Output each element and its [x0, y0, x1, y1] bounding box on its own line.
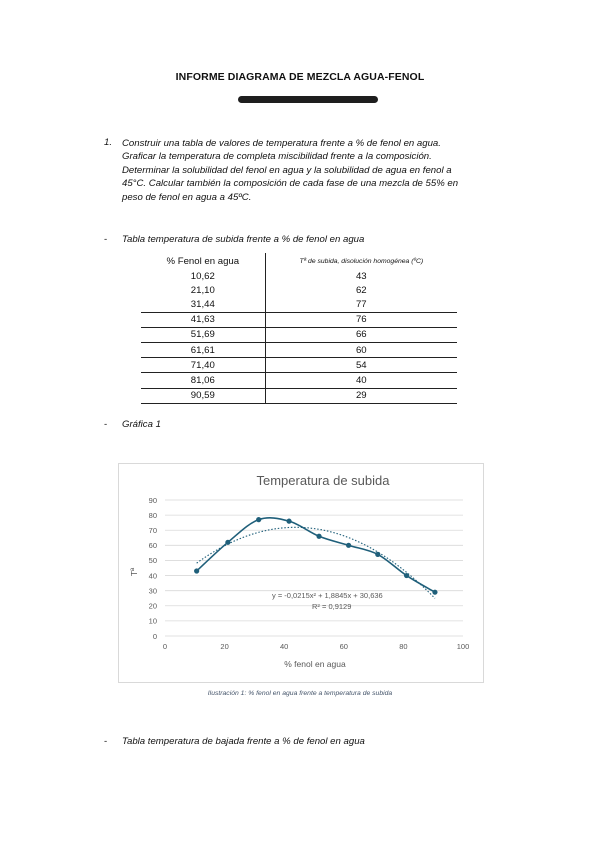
question-line: peso de fenol en agua a 45ºC.	[122, 191, 252, 203]
x-tick-label: 40	[280, 642, 289, 651]
temperature-chart	[119, 464, 483, 682]
y-tick-label: 90	[148, 495, 157, 505]
table-cell: 66	[265, 327, 457, 342]
table-row	[141, 358, 457, 373]
trendline-equation: y = -0,0215x² + 1,8845x + 30,636	[272, 591, 383, 600]
data-point	[225, 540, 230, 545]
y-tick-label: 10	[148, 616, 157, 626]
bullet-dash: -	[104, 736, 108, 747]
table-row	[141, 373, 457, 388]
table-header-temperature: Tª de subida, disolución homogénea (ºC)	[299, 257, 424, 265]
table-cell: 62	[355, 284, 367, 296]
document-title: INFORME DIAGRAMA DE MEZCLA AGUA-FENOL	[175, 71, 425, 83]
question-line: Graficar la temperatura de completa miscibilidad frente a la composición.	[122, 151, 432, 163]
bullet-table-bajada: Tabla temperatura de bajada frente a % de fenol en agua	[122, 736, 365, 747]
table-cell: 41,63	[141, 312, 265, 327]
table-cell: 61,61	[141, 342, 265, 357]
table-cell: 10,62	[141, 269, 265, 283]
y-tick-label: 20	[148, 601, 157, 611]
question-line: 45°C. Calcular también la composición de cada fase de una mezcla de 55% en	[122, 178, 459, 190]
y-tick-label: 80	[148, 510, 157, 520]
table-cell: 60	[265, 342, 457, 357]
table-cell: 54	[265, 358, 457, 373]
chart-series	[194, 517, 438, 595]
table-cell: 76	[265, 312, 457, 327]
x-tick-label: 0	[162, 642, 168, 651]
y-tick-label: 40	[148, 571, 157, 581]
table-cell: 51,69	[141, 327, 265, 342]
table-row	[141, 327, 457, 342]
bullet-dash: -	[104, 419, 108, 430]
title-underline-bar	[238, 96, 378, 103]
table-cell: 29	[265, 388, 457, 403]
figure-caption: Ilustración 1: % fenol en agua frente a temperatura de subida	[207, 690, 393, 697]
series-line	[197, 518, 435, 592]
chart-x-axis-label: % fenol en agua	[284, 659, 346, 669]
chart-grid	[165, 500, 463, 636]
table-header-row	[141, 253, 457, 269]
table-cell: 21,10	[141, 283, 265, 297]
chart-y-axis-label: Tª	[129, 567, 139, 577]
table-row	[141, 297, 457, 312]
question-line: Determinar la solubilidad del fenol en agua y la solubilidad de agua en fenol a	[122, 164, 452, 176]
temperature-table	[141, 253, 457, 404]
table-row	[141, 388, 457, 403]
y-tick-label: 0	[152, 631, 157, 641]
table-cell: 43	[355, 270, 367, 282]
y-tick-label: 60	[148, 541, 157, 551]
data-point	[256, 517, 261, 522]
question-number: 1.	[104, 137, 113, 148]
table-cell: 77	[355, 298, 367, 310]
table-header-phenol: % Fenol en agua	[141, 253, 265, 269]
x-tick-label: 80	[399, 642, 408, 651]
table-row	[141, 342, 457, 357]
data-point	[404, 573, 409, 578]
bullet-table-subida: Tabla temperatura de subida frente a % de fenol en agua	[122, 234, 365, 245]
data-point	[286, 519, 291, 524]
data-point	[346, 543, 351, 548]
data-point	[375, 552, 380, 557]
y-tick-label: 70	[148, 526, 157, 536]
table-cell: 81,06	[141, 373, 265, 388]
x-tick-label: 20	[220, 642, 229, 651]
chart-container	[118, 463, 484, 683]
y-tick-label: 50	[148, 556, 157, 566]
x-tick-label: 100	[456, 642, 470, 651]
bullet-dash: -	[104, 234, 108, 245]
y-tick-label: 30	[148, 586, 157, 596]
trendline-r-squared: R² = 0,9129	[312, 602, 352, 611]
table-cell: 71,40	[141, 358, 265, 373]
table-cell: 90,59	[141, 388, 265, 403]
table-row	[141, 269, 457, 283]
table-cell: 40	[265, 373, 457, 388]
data-point	[432, 590, 437, 595]
table-row	[141, 312, 457, 327]
chart-title: Temperatura de subida	[256, 473, 390, 488]
question-text	[122, 137, 522, 204]
table-row	[141, 283, 457, 297]
question-line: Construir una tabla de valores de temperatura frente a % de fenol en agua.	[122, 138, 441, 149]
data-point	[194, 568, 199, 573]
x-tick-label: 60	[339, 642, 348, 651]
bullet-grafica: Gráfica 1	[122, 419, 161, 430]
table-cell: 31,44	[141, 297, 265, 312]
data-point	[316, 534, 321, 539]
